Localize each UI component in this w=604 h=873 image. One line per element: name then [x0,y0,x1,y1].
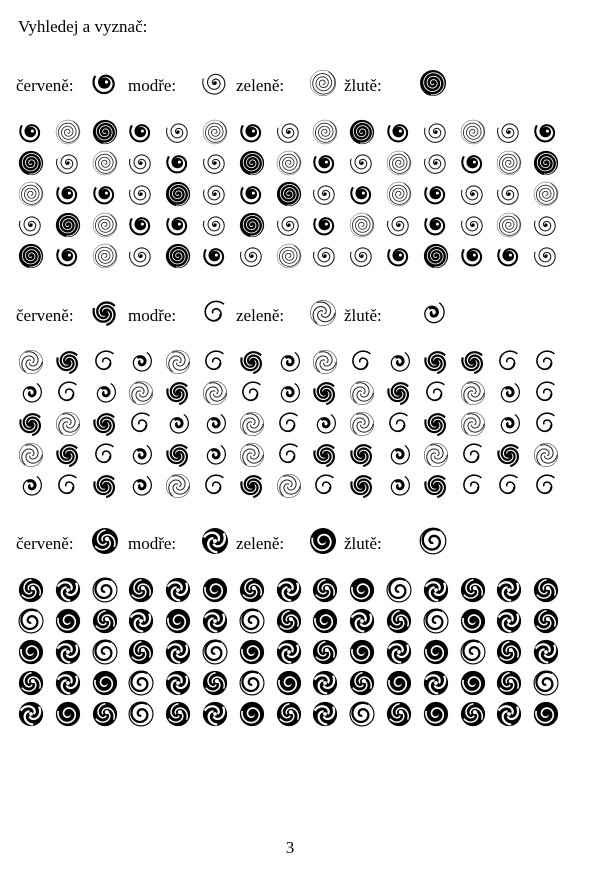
dark-splash-icon[interactable] [385,700,413,728]
dark-ring-spiral-icon[interactable] [459,607,487,635]
dark-tri-blade-icon[interactable] [164,576,192,604]
legend-color-label: červeně: [16,534,74,553]
dark-splash-icon[interactable] [311,638,339,666]
dark-splash-icon[interactable] [238,576,266,604]
dark-tri-blade-icon[interactable] [422,669,450,697]
tri-swirl-icon[interactable] [201,379,229,407]
dark-tri-blade-icon [200,526,230,556]
hook-spiral-icon[interactable] [127,700,155,728]
thin-spiral-icon[interactable] [17,180,45,208]
twisted-knot-icon[interactable] [238,348,266,376]
dense-spiral-icon [418,68,448,98]
dark-splash-icon[interactable] [91,700,119,728]
loose-spiral-icon[interactable] [201,211,229,239]
dark-splash-icon[interactable] [127,638,155,666]
bold-swirl-dot-icon[interactable] [311,211,339,239]
loose-spiral-icon[interactable] [311,180,339,208]
legend-color-label: žlutě: [344,534,382,553]
thin-spiral-icon[interactable] [201,118,229,146]
legend-row [0,68,604,102]
dark-tri-blade-icon[interactable] [275,576,303,604]
dense-spiral-icon[interactable] [532,149,560,177]
dark-ring-spiral-icon[interactable] [422,638,450,666]
dark-splash-icon[interactable] [91,607,119,635]
loose-spiral-icon[interactable] [459,211,487,239]
open-spiral-icon[interactable] [54,472,82,500]
bold-swirl-dot-icon[interactable] [348,180,376,208]
curl-spiral-icon[interactable] [17,379,45,407]
dark-tri-blade-icon[interactable] [348,607,376,635]
hook-spiral-icon[interactable] [459,638,487,666]
loose-spiral-icon[interactable] [495,118,523,146]
legend-color-label: červeně: [16,306,74,325]
loose-spiral-icon[interactable] [422,149,450,177]
thin-spiral-icon[interactable] [91,211,119,239]
hook-spiral-icon [418,526,448,556]
tri-swirl-icon[interactable] [127,379,155,407]
dark-ring-spiral-icon[interactable] [385,669,413,697]
dark-ring-spiral-icon[interactable] [238,700,266,728]
dark-tri-blade-icon[interactable] [532,638,560,666]
loose-spiral-icon[interactable] [127,149,155,177]
bold-swirl-dot-icon[interactable] [532,118,560,146]
dense-spiral-icon[interactable] [238,211,266,239]
curl-spiral-icon[interactable] [385,441,413,469]
curl-spiral-icon[interactable] [127,441,155,469]
thin-spiral-icon[interactable] [311,118,339,146]
dark-tri-blade-icon[interactable] [385,638,413,666]
loose-spiral-icon[interactable] [495,180,523,208]
thin-spiral-icon[interactable] [91,149,119,177]
bold-swirl-dot-icon[interactable] [385,118,413,146]
bold-swirl-dot-icon[interactable] [91,180,119,208]
hook-spiral-icon[interactable] [91,576,119,604]
open-spiral-icon[interactable] [532,379,560,407]
twisted-knot-icon[interactable] [91,472,119,500]
open-spiral-icon[interactable] [495,348,523,376]
bold-swirl-dot-icon [90,68,120,98]
dark-ring-spiral-icon[interactable] [91,669,119,697]
tri-swirl-icon[interactable] [54,410,82,438]
dark-ring-spiral-icon[interactable] [422,700,450,728]
thin-spiral-icon[interactable] [348,211,376,239]
open-spiral-icon[interactable] [54,379,82,407]
bold-swirl-dot-icon[interactable] [459,242,487,270]
dense-spiral-icon[interactable] [17,149,45,177]
loose-spiral-icon[interactable] [238,242,266,270]
twisted-knot-icon[interactable] [311,379,339,407]
bold-swirl-dot-icon[interactable] [459,149,487,177]
thin-spiral-icon[interactable] [385,149,413,177]
tri-swirl-icon[interactable] [459,379,487,407]
bold-swirl-dot-icon[interactable] [495,242,523,270]
legend-color-label: červeně: [16,76,74,95]
loose-spiral-icon[interactable] [348,149,376,177]
dark-ring-spiral-icon[interactable] [348,576,376,604]
dark-ring-spiral-icon[interactable] [54,700,82,728]
tri-swirl-icon[interactable] [238,441,266,469]
open-spiral-icon[interactable] [311,472,339,500]
loose-spiral-icon[interactable] [275,118,303,146]
loose-spiral-icon[interactable] [164,118,192,146]
dark-splash-icon[interactable] [385,607,413,635]
open-spiral-icon [200,298,230,328]
bold-swirl-dot-icon[interactable] [311,149,339,177]
twisted-knot-icon[interactable] [459,348,487,376]
thin-spiral-icon[interactable] [495,149,523,177]
loose-spiral-icon[interactable] [385,211,413,239]
dense-spiral-icon[interactable] [17,242,45,270]
bold-swirl-dot-icon[interactable] [385,242,413,270]
open-spiral-icon[interactable] [532,410,560,438]
bold-swirl-dot-icon[interactable] [127,118,155,146]
curl-spiral-icon[interactable] [495,379,523,407]
hook-spiral-icon[interactable] [201,638,229,666]
legend-color-label: zeleně: [236,76,285,95]
dense-spiral-icon[interactable] [348,118,376,146]
dark-splash-icon[interactable] [495,638,523,666]
dark-ring-spiral-icon[interactable] [17,638,45,666]
legend-color-label: žlutě: [344,306,382,325]
open-spiral-icon[interactable] [91,348,119,376]
page-number: 3 [285,838,295,857]
bold-swirl-dot-icon[interactable] [422,180,450,208]
twisted-knot-icon[interactable] [348,472,376,500]
dark-splash-icon[interactable] [495,669,523,697]
open-spiral-icon[interactable] [422,379,450,407]
dense-spiral-icon[interactable] [238,149,266,177]
tri-swirl-icon[interactable] [532,441,560,469]
hook-spiral-icon[interactable] [17,607,45,635]
dense-spiral-icon[interactable] [422,242,450,270]
dark-tri-blade-icon[interactable] [127,607,155,635]
curl-spiral-icon[interactable] [311,410,339,438]
curl-spiral-icon[interactable] [17,472,45,500]
hook-spiral-icon[interactable] [385,576,413,604]
dark-tri-blade-icon[interactable] [17,700,45,728]
thin-spiral-icon[interactable] [495,211,523,239]
thin-spiral-icon [308,68,338,98]
loose-spiral-icon[interactable] [532,211,560,239]
dark-tri-blade-icon[interactable] [54,576,82,604]
tri-swirl-icon[interactable] [311,348,339,376]
dense-spiral-icon[interactable] [164,242,192,270]
dense-spiral-icon[interactable] [54,211,82,239]
dark-ring-spiral-icon[interactable] [275,669,303,697]
curl-spiral-icon[interactable] [495,410,523,438]
curl-spiral-icon[interactable] [201,410,229,438]
curl-spiral-icon[interactable] [275,379,303,407]
open-spiral-icon[interactable] [532,472,560,500]
legend-row [0,298,604,332]
open-spiral-icon[interactable] [459,472,487,500]
curl-spiral-icon [418,298,448,328]
loose-spiral-icon[interactable] [311,242,339,270]
dark-splash-icon[interactable] [164,700,192,728]
curl-spiral-icon[interactable] [385,348,413,376]
bold-swirl-dot-icon[interactable] [17,118,45,146]
curl-spiral-icon[interactable] [164,410,192,438]
hook-spiral-icon[interactable] [532,669,560,697]
dark-ring-spiral-icon[interactable] [201,576,229,604]
dark-ring-spiral-icon[interactable] [311,607,339,635]
dark-tri-blade-icon[interactable] [495,700,523,728]
curl-spiral-icon[interactable] [385,472,413,500]
dark-splash-icon[interactable] [127,576,155,604]
twisted-knot-icon[interactable] [164,441,192,469]
hook-spiral-icon[interactable] [238,607,266,635]
thin-spiral-icon[interactable] [385,180,413,208]
dark-ring-spiral-icon[interactable] [164,607,192,635]
dark-splash-icon[interactable] [348,669,376,697]
twisted-knot-icon[interactable] [495,441,523,469]
twisted-knot-icon[interactable] [54,441,82,469]
loose-spiral-icon[interactable] [532,242,560,270]
dark-splash-icon[interactable] [459,576,487,604]
thin-spiral-icon[interactable] [54,118,82,146]
twisted-knot-icon[interactable] [91,410,119,438]
open-spiral-icon[interactable] [238,379,266,407]
legend-color-label: žlutě: [344,76,382,95]
twisted-knot-icon[interactable] [164,379,192,407]
tri-swirl-icon[interactable] [164,472,192,500]
dark-splash-icon[interactable] [201,669,229,697]
dense-spiral-icon[interactable] [275,180,303,208]
loose-spiral-icon[interactable] [127,242,155,270]
thin-spiral-icon[interactable] [275,242,303,270]
loose-spiral-icon[interactable] [54,149,82,177]
thin-spiral-icon[interactable] [459,118,487,146]
hook-spiral-icon[interactable] [127,669,155,697]
thin-spiral-icon[interactable] [91,242,119,270]
open-spiral-icon[interactable] [201,348,229,376]
curl-spiral-icon[interactable] [127,348,155,376]
dark-ring-spiral-icon[interactable] [459,669,487,697]
tri-swirl-icon[interactable] [348,410,376,438]
dark-splash-icon[interactable] [311,576,339,604]
dark-tri-blade-icon[interactable] [164,669,192,697]
page-title: Vyhledej a vyznač: [18,17,148,36]
bold-swirl-dot-icon[interactable] [201,242,229,270]
loose-spiral-icon[interactable] [127,180,155,208]
loose-spiral-icon[interactable] [201,180,229,208]
dark-ring-spiral-icon[interactable] [54,607,82,635]
loose-spiral-icon[interactable] [275,211,303,239]
twisted-knot-icon[interactable] [422,472,450,500]
hook-spiral-icon[interactable] [348,700,376,728]
loose-spiral-icon [200,68,230,98]
dark-tri-blade-icon[interactable] [422,576,450,604]
bold-swirl-dot-icon[interactable] [54,242,82,270]
legend-color-label: zeleně: [236,306,285,325]
dark-splash-icon [90,526,120,556]
dark-splash-icon[interactable] [17,669,45,697]
dark-tri-blade-icon[interactable] [164,638,192,666]
curl-spiral-icon[interactable] [127,472,155,500]
dark-ring-spiral-icon [308,526,338,556]
dense-spiral-icon[interactable] [91,118,119,146]
hook-spiral-icon[interactable] [238,669,266,697]
dark-splash-icon[interactable] [275,607,303,635]
dark-splash-icon[interactable] [17,576,45,604]
legend-color-label: modře: [128,306,177,325]
dark-tri-blade-icon[interactable] [495,607,523,635]
bold-swirl-dot-icon[interactable] [422,211,450,239]
curl-spiral-icon[interactable] [275,348,303,376]
dark-tri-blade-icon[interactable] [495,576,523,604]
dark-splash-icon[interactable] [532,607,560,635]
dense-spiral-icon[interactable] [164,180,192,208]
dark-tri-blade-icon[interactable] [275,638,303,666]
twisted-knot-icon[interactable] [17,410,45,438]
tri-swirl-icon [308,298,338,328]
tri-swirl-icon[interactable] [17,348,45,376]
tri-swirl-icon[interactable] [348,379,376,407]
dark-ring-spiral-icon[interactable] [238,638,266,666]
open-spiral-icon[interactable] [201,472,229,500]
open-spiral-icon[interactable] [495,472,523,500]
open-spiral-icon[interactable] [127,410,155,438]
dark-tri-blade-icon[interactable] [311,669,339,697]
legend-color-label: modře: [128,76,177,95]
twisted-knot-icon[interactable] [385,379,413,407]
hook-spiral-icon[interactable] [422,607,450,635]
dark-splash-icon[interactable] [459,700,487,728]
open-spiral-icon[interactable] [91,441,119,469]
twisted-knot-icon[interactable] [422,410,450,438]
twisted-knot-icon [90,298,120,328]
dark-tri-blade-icon[interactable] [54,669,82,697]
twisted-knot-icon[interactable] [422,348,450,376]
legend-color-label: modře: [128,534,177,553]
open-spiral-icon[interactable] [459,441,487,469]
open-spiral-icon[interactable] [275,410,303,438]
bold-swirl-dot-icon[interactable] [164,211,192,239]
bold-swirl-dot-icon[interactable] [164,149,192,177]
twisted-knot-icon[interactable] [348,441,376,469]
loose-spiral-icon[interactable] [348,242,376,270]
loose-spiral-icon[interactable] [201,149,229,177]
tri-swirl-icon[interactable] [238,410,266,438]
dark-ring-spiral-icon[interactable] [532,700,560,728]
bold-swirl-dot-icon[interactable] [127,211,155,239]
hook-spiral-icon[interactable] [91,638,119,666]
twisted-knot-icon[interactable] [54,348,82,376]
open-spiral-icon[interactable] [348,348,376,376]
bold-swirl-dot-icon[interactable] [54,180,82,208]
curl-spiral-icon[interactable] [91,379,119,407]
legend-row [0,526,604,560]
dark-tri-blade-icon[interactable] [54,638,82,666]
bold-swirl-dot-icon[interactable] [238,180,266,208]
dark-splash-icon[interactable] [532,576,560,604]
bold-swirl-dot-icon[interactable] [238,118,266,146]
loose-spiral-icon[interactable] [17,211,45,239]
loose-spiral-icon[interactable] [422,118,450,146]
open-spiral-icon[interactable] [385,410,413,438]
legend-color-label: zeleně: [236,534,285,553]
dark-splash-icon[interactable] [275,700,303,728]
tri-swirl-icon[interactable] [275,472,303,500]
loose-spiral-icon[interactable] [459,180,487,208]
dark-tri-blade-icon[interactable] [311,700,339,728]
dark-ring-spiral-icon[interactable] [348,638,376,666]
twisted-knot-icon[interactable] [238,472,266,500]
thin-spiral-icon[interactable] [532,180,560,208]
thin-spiral-icon[interactable] [275,149,303,177]
twisted-knot-icon[interactable] [311,441,339,469]
curl-spiral-icon[interactable] [201,441,229,469]
tri-swirl-icon[interactable] [164,348,192,376]
tri-swirl-icon[interactable] [17,441,45,469]
dark-tri-blade-icon[interactable] [201,700,229,728]
open-spiral-icon[interactable] [275,441,303,469]
tri-swirl-icon[interactable] [459,410,487,438]
open-spiral-icon[interactable] [532,348,560,376]
tri-swirl-icon[interactable] [422,441,450,469]
dark-tri-blade-icon[interactable] [201,607,229,635]
